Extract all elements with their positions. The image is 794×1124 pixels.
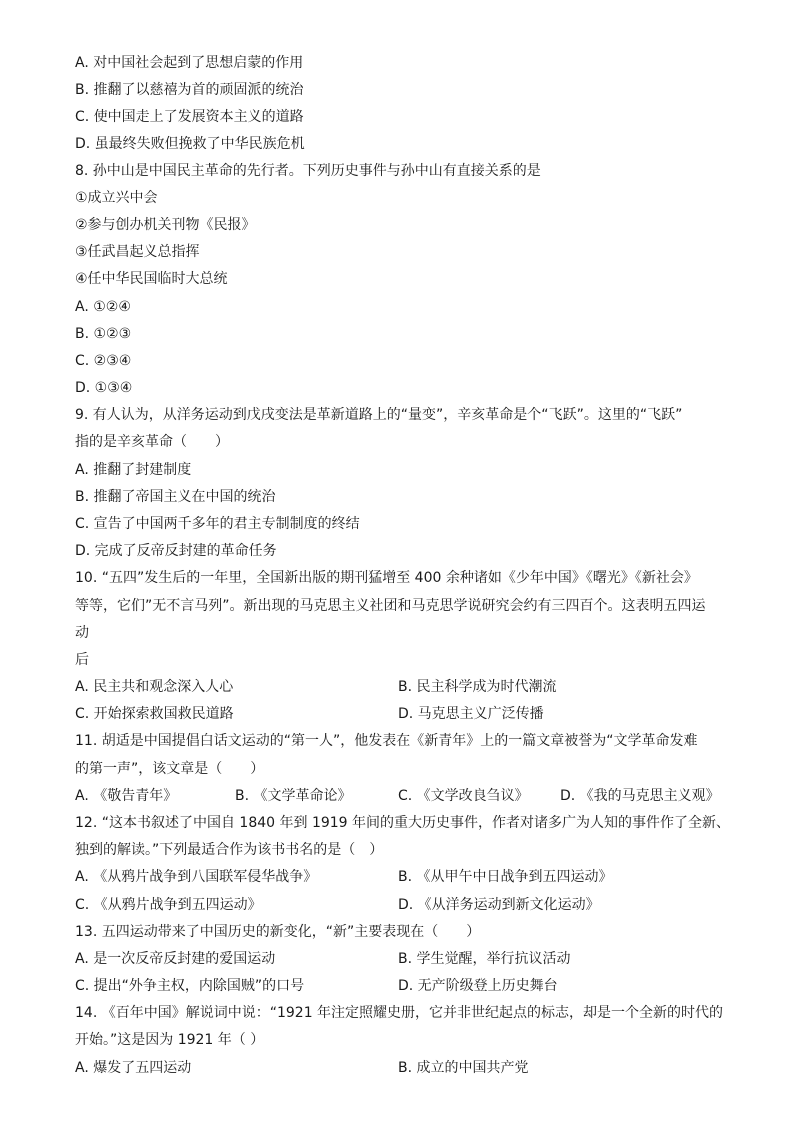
q8-item-4: ④任中华民国临时大总统 — [75, 271, 228, 287]
q11-option-c: C. 《文学改良刍议》 — [398, 788, 529, 804]
q14-stem-line-2: 开始。”这是因为 1921 年（ ） — [75, 1032, 265, 1048]
q12-option-d: D. 《从洋务运动到新文化运动》 — [398, 897, 600, 913]
q11-option-d: D. 《我的马克思主义观》 — [560, 788, 720, 804]
q10-stem-line-2: 等等，它们”无不言马列”。新出现的马克思主义社团和马克思学说研究会约有三四百个。这表明五四运 — [75, 598, 706, 614]
q14-option-b: B. 成立的中国共产党 — [398, 1060, 529, 1076]
q8-stem: 8. 孙中山是中国民主革命的先行者。下列历史事件与孙中山有直接关系的是 — [75, 163, 541, 179]
q9-option-d: D. 完成了反帝反封建的革命任务 — [75, 543, 277, 559]
q13-option-b: B. 学生觉醒，举行抗议活动 — [398, 951, 571, 967]
q7-option-a: A. 对中国社会起到了思想启蒙的作用 — [75, 55, 304, 71]
q10-option-b: B. 民主科学成为时代潮流 — [398, 679, 557, 695]
q8-option-b: B. ①②③ — [75, 326, 132, 342]
q14-option-a: A. 爆发了五四运动 — [75, 1060, 192, 1076]
q13-option-d: D. 无产阶级登上历史舞台 — [398, 978, 558, 994]
q10-option-d: D. 马克思主义广泛传播 — [398, 706, 544, 722]
q11-stem-line-1: 11. 胡适是中国提倡白话文运动的“第一人”，他发表在《新青年》上的一篇文章被誉为“文学革命发难 — [75, 733, 698, 749]
q7-option-c: C. 使中国走上了发展资本主义的道路 — [75, 109, 304, 125]
q11-option-a: A. 《敬告青年》 — [75, 788, 178, 804]
q8-option-c: C. ②③④ — [75, 353, 132, 369]
q12-stem-line-2: 独到的解读。”下列最适合作为该书书名的是（ ） — [75, 842, 384, 858]
q11-stem-line-2: 的第一声”，该文章是（ ） — [75, 761, 265, 777]
q9-stem-line-2: 指的是辛亥革命（ ） — [75, 434, 229, 450]
q12-stem-line-1: 12. “这本书叙述了中国自 1840 年到 1919 年间的重大历史事件，作者对诸多广为人知的事件作了全新、 — [75, 815, 731, 831]
q9-stem-line-1: 9. 有人认为，从洋务运动到戊戌变法是革新道路上的“量变”，辛亥革命是个“飞跃”。这里的“飞跃” — [75, 407, 683, 423]
q7-option-d: D. 虽最终失败但挽救了中华民族危机 — [75, 136, 305, 152]
q12-option-a: A. 《从鸦片战争到八国联军侵华战争》 — [75, 869, 318, 885]
q9-option-b: B. 推翻了帝国主义在中国的统治 — [75, 489, 276, 505]
q13-option-a: A. 是一次反帝反封建的爱国运动 — [75, 951, 276, 967]
q10-stem-line-4: 后 — [75, 652, 89, 668]
q11-option-b: B. 《文学革命论》 — [235, 788, 352, 804]
q8-item-2: ②参与创办机关刊物《民报》 — [75, 217, 256, 233]
q12-option-c: C. 《从鸦片战争到五四运动》 — [75, 897, 262, 913]
q8-item-1: ①成立兴中会 — [75, 190, 158, 206]
q10-option-a: A. 民主共和观念深入人心 — [75, 679, 234, 695]
q10-stem-line-3: 动 — [75, 625, 89, 641]
q8-item-3: ③任武昌起义总指挥 — [75, 244, 200, 260]
q9-option-a: A. 推翻了封建制度 — [75, 462, 192, 478]
q9-option-c: C. 宣告了中国两千多年的君主专制制度的终结 — [75, 516, 360, 532]
q10-stem-line-1: 10. “五四”发生后的一年里，全国新出版的期刊猛增至 400 余种诸如《少年中国》《曙光》《新社会》 — [75, 570, 698, 586]
q7-option-b: B. 推翻了以慈禧为首的顽固派的统治 — [75, 82, 304, 98]
q12-option-b: B. 《从甲午中日战争到五四运动》 — [398, 869, 613, 885]
q13-stem: 13. 五四运动带来了中国历史的新变化，“新”主要表现在（ ） — [75, 924, 481, 940]
q13-option-c: C. 提出“外争主权，内除国贼”的口号 — [75, 978, 305, 994]
q14-stem-line-1: 14. 《百年中国》解说词中说：“1921 年注定照耀史册，它并非世纪起点的标志，却是一个全新的时代的 — [75, 1005, 724, 1021]
q8-option-d: D. ①③④ — [75, 380, 133, 396]
q10-option-c: C. 开始探索救国救民道路 — [75, 706, 234, 722]
q8-option-a: A. ①②④ — [75, 299, 131, 315]
